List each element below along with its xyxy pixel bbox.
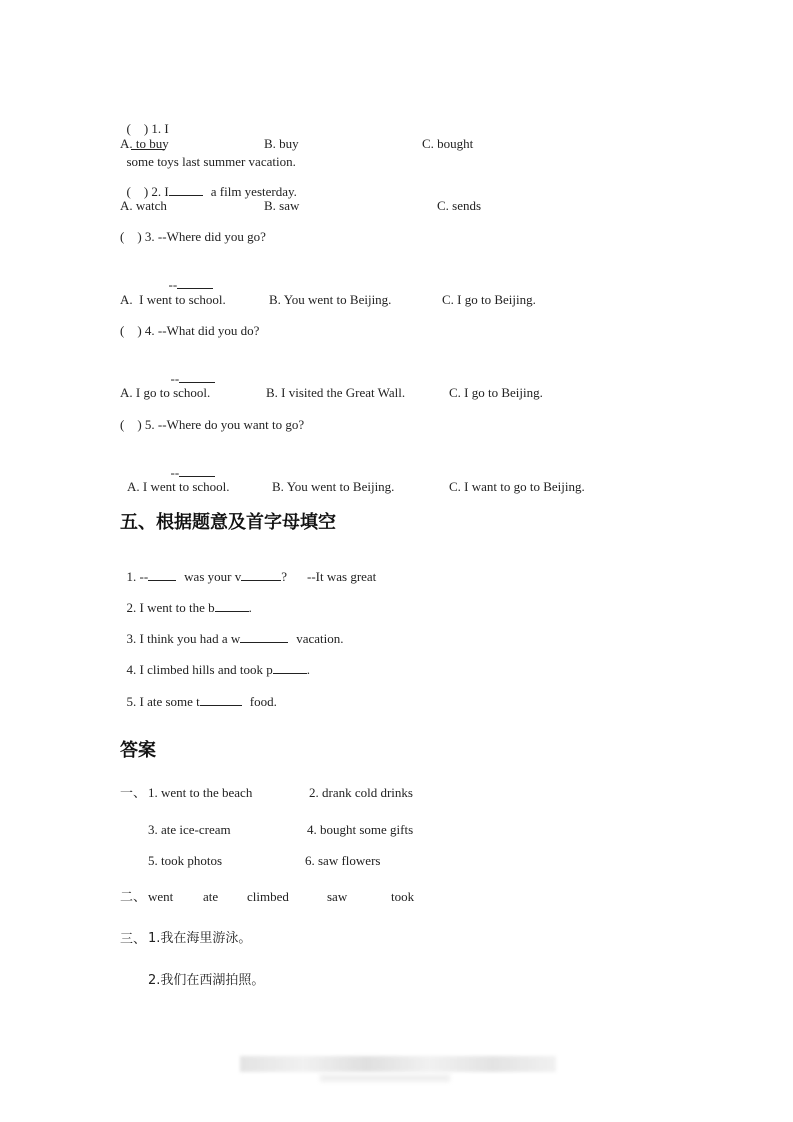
dash: -- bbox=[168, 277, 178, 292]
q5-option-b: B. You went to Beijing. bbox=[272, 479, 395, 494]
text: food. bbox=[249, 694, 277, 709]
section-five-heading: 五、根据题意及首字母填空 bbox=[120, 512, 336, 533]
text: 1. -- bbox=[126, 569, 149, 584]
fill-line-4 bbox=[120, 645, 310, 678]
q3-option-c: C. I go to Beijing. bbox=[442, 292, 536, 307]
label: 一、 bbox=[120, 786, 147, 801]
text: 4. I climbed hills and took p bbox=[126, 662, 273, 677]
question-5: ( ) 5. --Where do you want to go? bbox=[120, 417, 305, 432]
text: vacation. bbox=[296, 631, 344, 646]
answer-blank bbox=[179, 464, 215, 477]
label: 三、 bbox=[120, 932, 147, 947]
q1-option-a: A. to buy bbox=[120, 136, 169, 151]
text: 5. I ate some t bbox=[126, 694, 200, 709]
text: was your v bbox=[184, 569, 242, 584]
answer-blank bbox=[179, 370, 215, 383]
fill-line-2 bbox=[120, 583, 252, 616]
answer-blank bbox=[200, 693, 242, 706]
text: ? bbox=[281, 569, 287, 584]
answer-blank bbox=[169, 183, 203, 196]
answer-part-2-label bbox=[120, 889, 146, 906]
answer-2-word-3: climbed bbox=[247, 889, 289, 904]
q2-stem: ( ) 2. I bbox=[126, 184, 169, 199]
q1-stem: ( ) 1. I bbox=[126, 121, 169, 136]
question-4: ( ) 4. --What did you do? bbox=[120, 323, 260, 338]
q2-rest: a film yesterday. bbox=[210, 184, 297, 199]
question-3: ( ) 3. --Where did you go? bbox=[120, 229, 266, 244]
blurred-footer-subline bbox=[320, 1074, 450, 1082]
answer-2-word-1: went bbox=[148, 889, 174, 904]
answers-heading: 答案 bbox=[120, 740, 156, 761]
dash: -- bbox=[170, 371, 180, 386]
q4-option-a: A. I go to school. bbox=[120, 385, 211, 400]
q3-option-a: A. I went to school. bbox=[120, 292, 226, 307]
answer-3-sentence-1: 1.我在海里游泳。 bbox=[148, 931, 252, 946]
q5-response bbox=[164, 448, 215, 481]
q1-rest: some toys last summer vacation. bbox=[126, 154, 296, 169]
fill-line-1 bbox=[120, 552, 376, 585]
text: . bbox=[306, 662, 310, 677]
answer-blank bbox=[215, 599, 249, 612]
fill-line-5 bbox=[120, 677, 277, 710]
answer-part-3-label bbox=[120, 931, 146, 948]
fill-line-3 bbox=[120, 614, 344, 647]
q4-response bbox=[164, 354, 215, 387]
question-2 bbox=[120, 167, 297, 200]
answer-blank bbox=[177, 276, 213, 289]
q3-option-b: B. You went to Beijing. bbox=[269, 292, 392, 307]
answer-blank bbox=[273, 661, 307, 674]
answer-2-word-5: took bbox=[391, 889, 415, 904]
q2-option-b: B. saw bbox=[264, 198, 300, 213]
q5-option-a: A. I went to school. bbox=[127, 479, 230, 494]
answer-blank bbox=[148, 568, 176, 581]
text: --It was great bbox=[307, 569, 377, 584]
answer-1-6: 6. saw flowers bbox=[305, 853, 381, 868]
text: . bbox=[248, 600, 252, 615]
answer-blank bbox=[241, 568, 281, 581]
q1-option-b: B. buy bbox=[264, 136, 299, 151]
answer-2-word-4: saw bbox=[327, 889, 348, 904]
q2-option-c: C. sends bbox=[437, 198, 482, 213]
answer-1-4: 4. bought some gifts bbox=[307, 822, 414, 837]
answer-1-2: 2. drank cold drinks bbox=[309, 785, 413, 800]
q4-option-c: C. I go to Beijing. bbox=[449, 385, 543, 400]
dash: -- bbox=[170, 465, 180, 480]
q1-option-c: C. bought bbox=[422, 136, 474, 151]
q5-option-c: C. I want to go to Beijing. bbox=[449, 479, 585, 494]
label: 二、 bbox=[120, 890, 147, 905]
q4-option-b: B. I visited the Great Wall. bbox=[266, 385, 406, 400]
answer-1-5: 5. took photos bbox=[148, 853, 223, 868]
q3-response bbox=[162, 260, 213, 293]
answer-3-sentence-2: 2.我们在西湖拍照。 bbox=[148, 973, 265, 988]
q2-option-a: A. watch bbox=[120, 198, 167, 213]
blurred-footer-watermark bbox=[240, 1056, 556, 1072]
answer-1-1: 1. went to the beach bbox=[148, 785, 253, 800]
answer-1-3: 3. ate ice-cream bbox=[148, 822, 231, 837]
text: 3. I think you had a w bbox=[126, 631, 241, 646]
answer-blank bbox=[240, 630, 288, 643]
text: 2. I went to the b bbox=[126, 600, 215, 615]
answer-2-word-2: ate bbox=[203, 889, 219, 904]
answer-part-1-label bbox=[120, 785, 146, 802]
